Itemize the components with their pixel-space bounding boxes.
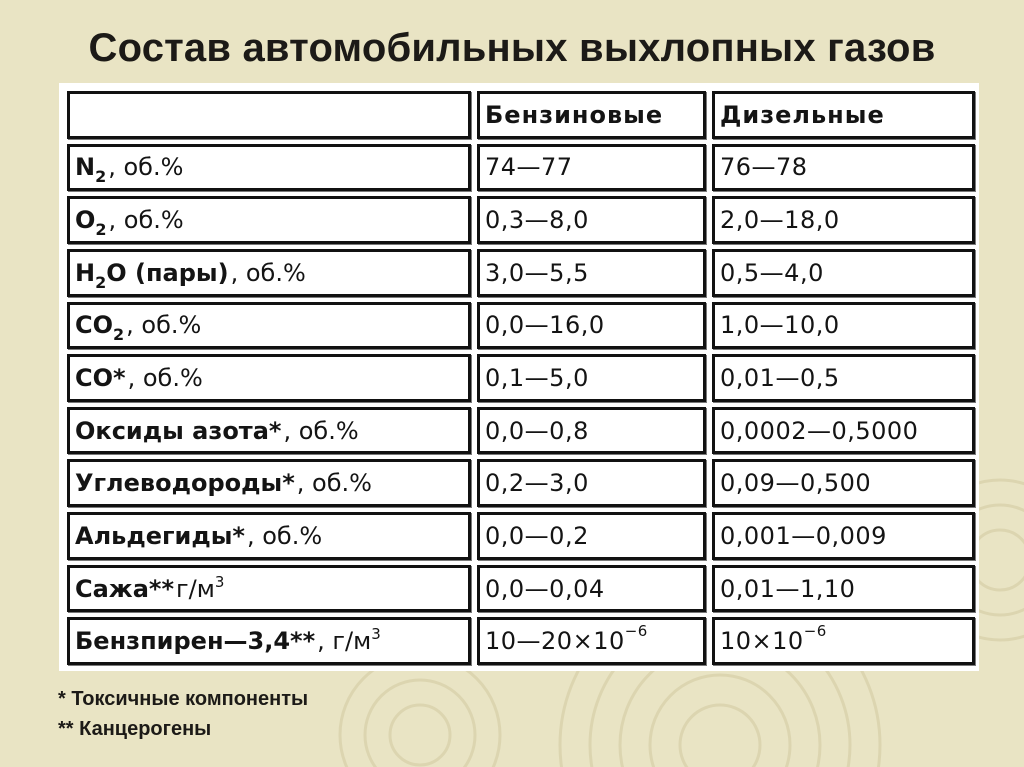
value-cell-diesel: 0,01—1,10 xyxy=(712,565,975,613)
header-diesel: Дизельные xyxy=(712,91,975,139)
footnote-toxic: * Токсичные компоненты xyxy=(58,688,309,710)
component-name: Альдегиды* xyxy=(75,521,245,550)
row-label-cell xyxy=(67,407,471,455)
component-unit: , об.% xyxy=(108,153,184,182)
value-cell-gasoline: 10—20×10 −6 xyxy=(477,617,706,665)
value-cell-diesel: 0,0002—0,5000 xyxy=(712,407,975,455)
footnotes xyxy=(58,684,308,744)
header-gasoline: Бензиновые xyxy=(477,91,706,139)
component-name: $N_2$ xyxy=(75,153,107,187)
component-name: $O_2$ xyxy=(75,206,107,240)
value-cell-gasoline: 74—77 xyxy=(477,144,706,192)
row-label-cell xyxy=(67,144,471,192)
row-label-cell xyxy=(67,249,471,297)
value-superscript: −6 xyxy=(624,622,648,641)
value-cell-gasoline: 0,0—0,04 xyxy=(477,565,706,613)
value-cell-gasoline: 3,0—5,5 xyxy=(477,249,706,297)
value-cell-gasoline: 0,0—0,2 xyxy=(477,512,706,560)
value-cell-diesel: 76—78 xyxy=(712,144,975,192)
component-unit: , об.% xyxy=(230,258,306,287)
row-label-cell xyxy=(67,459,471,507)
component-name: CO* xyxy=(75,363,126,392)
component-unit: $г/м^3$ xyxy=(176,572,225,603)
component-unit: , об.% xyxy=(127,363,203,392)
component-subscript: 2 xyxy=(95,272,107,292)
table-grid xyxy=(67,91,971,665)
header-corner-cell xyxy=(67,91,471,139)
component-unit: , об.% xyxy=(296,469,372,498)
value-cell-diesel: 10×10 −6 xyxy=(712,617,975,665)
value-cell-gasoline: 0,0—16,0 xyxy=(477,302,706,350)
value-cell-gasoline: 0,2—3,0 xyxy=(477,459,706,507)
component-unit: , об.% xyxy=(283,416,359,445)
component-subscript: 2 xyxy=(113,325,125,345)
component-name: Бензпирен—3,4** xyxy=(75,627,316,656)
value-cell-diesel: 0,01—0,5 xyxy=(712,354,975,402)
footnote-carcinogens: ** Канцерогены xyxy=(58,718,212,740)
component-name: $H_2O$ (пары) xyxy=(75,258,229,292)
value-cell-diesel: 2,0—18,0 xyxy=(712,196,975,244)
row-label-cell xyxy=(67,617,471,665)
component-unit: , об.% xyxy=(108,206,184,235)
row-label-cell xyxy=(67,354,471,402)
component-name: $CO_2$ xyxy=(75,311,125,345)
value-cell-diesel: 0,5—4,0 xyxy=(712,249,975,297)
row-label-cell xyxy=(67,565,471,613)
row-label-cell xyxy=(67,196,471,244)
component-unit: , об.% xyxy=(246,521,323,550)
component-name: Сажа** xyxy=(75,574,174,603)
value-cell-diesel: 0,001—0,009 xyxy=(712,512,975,560)
component-name: Углеводороды* xyxy=(75,469,295,498)
value-superscript: −6 xyxy=(803,622,827,641)
value-cell-gasoline: 0,0—0,8 xyxy=(477,407,706,455)
component-name: Оксиды азота* xyxy=(75,416,282,445)
component-unit: , $г/м^3$ xyxy=(317,625,381,656)
value-cell-gasoline: 0,3—8,0 xyxy=(477,196,706,244)
component-unit: , об.% xyxy=(126,311,202,340)
component-subscript: 2 xyxy=(95,220,107,240)
value-cell-gasoline: 0,1—5,0 xyxy=(477,354,706,402)
unit-superscript: 3 xyxy=(214,572,225,591)
component-subscript: 2 xyxy=(95,167,107,187)
value-cell-diesel: 0,09—0,500 xyxy=(712,459,975,507)
row-label-cell xyxy=(67,302,471,350)
exhaust-composition-table xyxy=(59,83,979,671)
slide-title: Состав автомобильных выхлопных газов xyxy=(88,26,936,70)
value-cell-diesel: 1,0—10,0 xyxy=(712,302,975,350)
unit-superscript: 3 xyxy=(371,625,381,644)
row-label-cell xyxy=(67,512,471,560)
